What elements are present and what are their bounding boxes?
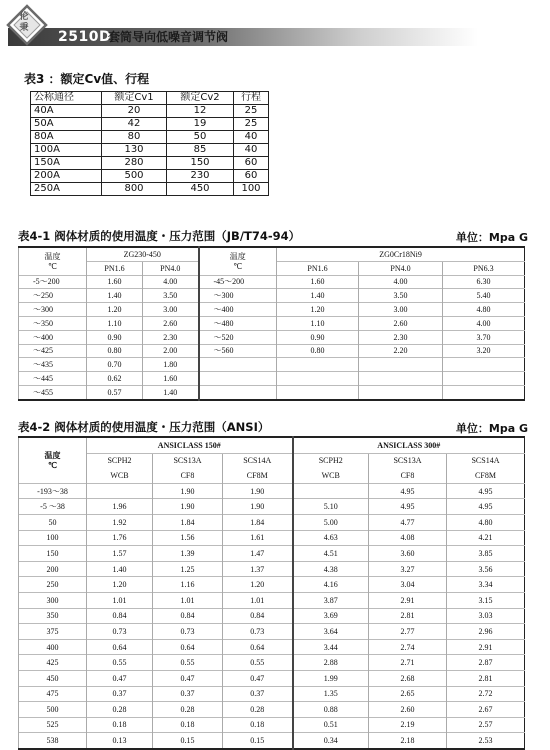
- table3-cell: 20: [102, 105, 167, 118]
- table3-cell: 40A: [31, 105, 102, 118]
- table42-cell: 2.91: [447, 639, 525, 655]
- table42-class2-header: ANSICLASS 300#: [293, 437, 525, 453]
- table-row: [19, 702, 525, 718]
- table42-cell: 0.84: [87, 608, 153, 624]
- table42-material: SCPH2: [293, 453, 369, 468]
- table42-cell: 0.73: [87, 624, 153, 640]
- table41-cell: [359, 385, 443, 399]
- table41-cell: 1.40: [277, 289, 359, 303]
- table41-cell: 0.80: [277, 344, 359, 358]
- table42-class-row: [19, 437, 525, 453]
- table3-cell: 280: [102, 157, 167, 170]
- table42-cell: 0.88: [293, 702, 369, 718]
- table42-cell: 100: [19, 530, 87, 546]
- table41: [18, 246, 525, 401]
- table42-standard: CF8: [153, 468, 223, 483]
- table42-cell: 538: [19, 733, 87, 749]
- table42-cell: 300: [19, 592, 87, 608]
- table42-cell: 4.95: [447, 483, 525, 499]
- table42-cell: 1.57: [87, 546, 153, 562]
- table3-cell: 500: [102, 170, 167, 183]
- table41-cell: 3.70: [443, 330, 525, 344]
- table41-cell: [199, 358, 277, 372]
- table42-cell: 3.27: [369, 561, 447, 577]
- table42-cell: 0.37: [223, 686, 293, 702]
- table41-cell: -5～200: [19, 275, 87, 289]
- table42-cell: 1.90: [153, 499, 223, 515]
- table41-cell: -45～200: [199, 275, 277, 289]
- table42-cell: 0.15: [153, 733, 223, 749]
- table42-cell: -193～38: [19, 483, 87, 499]
- table41-cell: 3.50: [143, 289, 199, 303]
- table42-cell: 0.18: [153, 717, 223, 733]
- table42-cell: 2.67: [447, 702, 525, 718]
- table42-cell: 1.90: [153, 483, 223, 499]
- table42-cell: 475: [19, 686, 87, 702]
- table42-cell: 0.64: [153, 639, 223, 655]
- table41-cell: ～480: [199, 316, 277, 330]
- table42-material: SCPH2: [87, 453, 153, 468]
- table41-cell: ～300: [199, 289, 277, 303]
- table42-cell: 2.19: [369, 717, 447, 733]
- table41-cell: 1.40: [87, 289, 143, 303]
- table-row: [19, 316, 525, 330]
- table41-cell: ～425: [19, 344, 87, 358]
- table3-cell: 12: [167, 105, 234, 118]
- table42-cell: 0.13: [87, 733, 153, 749]
- table3-cell: 60: [234, 170, 269, 183]
- table42-standard: CF8M: [447, 468, 525, 483]
- table42-cell: 2.65: [369, 686, 447, 702]
- table3-cell: 800: [102, 183, 167, 196]
- table42-standard: CF8: [369, 468, 447, 483]
- table42-cell: 1.84: [153, 514, 223, 530]
- table41-cell: 1.80: [143, 358, 199, 372]
- table3-cell: 150: [167, 157, 234, 170]
- table41-cell: 2.30: [359, 330, 443, 344]
- table41-cell: [277, 372, 359, 386]
- table41-group1-header: ZG230-450: [87, 247, 199, 261]
- table42-standard: WCB: [87, 468, 153, 483]
- table41-title: 表4-1 阀体材质的使用温度・压力范围（JB/T74-94）: [18, 229, 301, 243]
- table42-cell: 5.10: [293, 499, 369, 515]
- product-model: 2510D: [58, 29, 112, 45]
- table42-cell: 2.53: [447, 733, 525, 749]
- table41-cell: ～400: [19, 330, 87, 344]
- table42-cell: 3.85: [447, 546, 525, 562]
- table-row: [31, 170, 269, 183]
- table42-unit: 单位：Mpa G: [455, 422, 528, 435]
- table42-standard: WCB: [293, 468, 369, 483]
- table41-unit: 单位：Mpa G: [455, 231, 528, 244]
- table42-cell: 3.34: [447, 577, 525, 593]
- table41-cell: 3.20: [443, 344, 525, 358]
- table3-cell: 25: [234, 118, 269, 131]
- table41-cell: 2.60: [359, 316, 443, 330]
- table42-cell: 1.40: [87, 561, 153, 577]
- table-row: [19, 514, 525, 530]
- table42-cell: 1.92: [87, 514, 153, 530]
- table3-title: 表3 ：额定Cv值、行程: [24, 72, 150, 86]
- table42-cell: 0.28: [153, 702, 223, 718]
- table-row: [19, 686, 525, 702]
- table42-cell: 1.35: [293, 686, 369, 702]
- table3-cell: 25: [234, 105, 269, 118]
- table3: [30, 91, 269, 196]
- table41-cell: [199, 385, 277, 399]
- table42-cell: 1.01: [153, 592, 223, 608]
- table42-cell: 1.99: [293, 670, 369, 686]
- table41-cell: ～560: [199, 344, 277, 358]
- table-row: [19, 717, 525, 733]
- table42-cell: 1.16: [153, 577, 223, 593]
- table41-cell: ～250: [19, 289, 87, 303]
- table41-cell: 4.00: [143, 275, 199, 289]
- table42-cell: 150: [19, 546, 87, 562]
- table-row: [19, 577, 525, 593]
- table42-temp-header: 温度 ℃: [19, 437, 87, 483]
- table-row: [19, 499, 525, 515]
- table41-cell: 4.00: [443, 316, 525, 330]
- table41-cell: [443, 358, 525, 372]
- table42-cell: 1.56: [153, 530, 223, 546]
- table3-cell: 19: [167, 118, 234, 131]
- table42-standard-row: [19, 468, 525, 483]
- table42-cell: -5 ～38: [19, 499, 87, 515]
- table41-cell: 0.90: [277, 330, 359, 344]
- table41-cell: 0.80: [87, 344, 143, 358]
- table-row: [19, 385, 525, 399]
- table-row: [19, 358, 525, 372]
- table42-cell: [87, 483, 153, 499]
- table41-cell: [359, 372, 443, 386]
- table42-cell: 3.64: [293, 624, 369, 640]
- table42-cell: 1.61: [223, 530, 293, 546]
- table41-cell: 2.20: [359, 344, 443, 358]
- table42-cell: 0.18: [223, 717, 293, 733]
- table41-cell: 0.70: [87, 358, 143, 372]
- table41-group2-header: ZG0Cr18Ni9: [277, 247, 525, 261]
- table42-cell: 1.37: [223, 561, 293, 577]
- table3-cell: 85: [167, 144, 234, 157]
- table42-cell: 0.47: [223, 670, 293, 686]
- table42-cell: 375: [19, 624, 87, 640]
- table42-cell: 3.60: [369, 546, 447, 562]
- table41-cell: [359, 358, 443, 372]
- table-row: [31, 118, 269, 131]
- table3-cell: 100: [234, 183, 269, 196]
- table42-title: 表4-2 阀体材质的使用温度・压力范围（ANSI）: [18, 420, 270, 434]
- table41-cell: ～300: [19, 303, 87, 317]
- table42-cell: 4.95: [369, 483, 447, 499]
- table-row: [19, 546, 525, 562]
- table42-cell: 5.00: [293, 514, 369, 530]
- table42-cell: 2.74: [369, 639, 447, 655]
- table41-cell: ～445: [19, 372, 87, 386]
- table41-cell: ～520: [199, 330, 277, 344]
- table-row: [19, 344, 525, 358]
- table-row: [19, 372, 525, 386]
- table42-cell: 0.73: [153, 624, 223, 640]
- table42-cell: 4.16: [293, 577, 369, 593]
- table41-cell: 1.20: [87, 303, 143, 317]
- table3-cell: 50A: [31, 118, 102, 131]
- table42-cell: 4.63: [293, 530, 369, 546]
- table3-header-cell: 额定Cv2: [167, 92, 234, 105]
- table42-class1-header: ANSICLASS 150#: [87, 437, 293, 453]
- table-row: [31, 105, 269, 118]
- table42-material: SCS14A: [447, 453, 525, 468]
- table42-cell: 4.38: [293, 561, 369, 577]
- table41-cell: 2.00: [143, 344, 199, 358]
- table41-cell: 3.50: [359, 289, 443, 303]
- table41-cell: 1.10: [277, 316, 359, 330]
- table42-cell: 3.15: [447, 592, 525, 608]
- table42-cell: 4.08: [369, 530, 447, 546]
- table-row: [19, 639, 525, 655]
- table42-cell: 0.18: [87, 717, 153, 733]
- table3-cell: 60: [234, 157, 269, 170]
- table42-standard: CF8M: [223, 468, 293, 483]
- table42-material: SCS13A: [369, 453, 447, 468]
- table3-header-row: [31, 92, 269, 105]
- table42-cell: 1.76: [87, 530, 153, 546]
- table41-col-header: PN4.0: [359, 261, 443, 275]
- table-row: [19, 303, 525, 317]
- table41-cell: 1.40: [143, 385, 199, 399]
- table3-cell: 150A: [31, 157, 102, 170]
- table42-cell: 1.39: [153, 546, 223, 562]
- table41-cell: [443, 372, 525, 386]
- table41-cell: [443, 385, 525, 399]
- table42-cell: 0.37: [153, 686, 223, 702]
- table42-cell: 0.51: [293, 717, 369, 733]
- table41-cell: 1.60: [87, 275, 143, 289]
- table-row: [19, 655, 525, 671]
- table-row: [19, 624, 525, 640]
- table41-cell: ～455: [19, 385, 87, 399]
- table42-cell: 2.18: [369, 733, 447, 749]
- table42-cell: 4.21: [447, 530, 525, 546]
- table42-cell: 2.87: [447, 655, 525, 671]
- table41-temp-header: 温度 ℃: [19, 247, 87, 275]
- table3-cell: 80A: [31, 131, 102, 144]
- table42-material: SCS14A: [223, 453, 293, 468]
- table-row: [19, 561, 525, 577]
- table42-cell: 2.77: [369, 624, 447, 640]
- table42-cell: 1.96: [87, 499, 153, 515]
- table41-cell: 2.60: [143, 316, 199, 330]
- table3-cell: 100A: [31, 144, 102, 157]
- table-row: [19, 330, 525, 344]
- table42-material-row: [19, 453, 525, 468]
- table42-cell: 0.47: [87, 670, 153, 686]
- table3-cell: 250A: [31, 183, 102, 196]
- table-row: [31, 131, 269, 144]
- table42-cell: 4.51: [293, 546, 369, 562]
- table42-cell: 450: [19, 670, 87, 686]
- table42-cell: 2.60: [369, 702, 447, 718]
- table41-cell: 2.30: [143, 330, 199, 344]
- table-row: [31, 157, 269, 170]
- table42-cell: 4.77: [369, 514, 447, 530]
- page-title: 套筒导向低噪音调节阀: [108, 30, 229, 44]
- table42-cell: 4.95: [369, 499, 447, 515]
- table-row: [19, 275, 525, 289]
- table3-cell: 42: [102, 118, 167, 131]
- table42-cell: 0.73: [223, 624, 293, 640]
- table3-cell: 450: [167, 183, 234, 196]
- table41-cell: [277, 385, 359, 399]
- table41-cell: 4.00: [359, 275, 443, 289]
- table42-cell: 1.90: [223, 499, 293, 515]
- table41-cell: 6.30: [443, 275, 525, 289]
- table42-cell: 3.03: [447, 608, 525, 624]
- table42-cell: 3.87: [293, 592, 369, 608]
- table42-cell: 2.91: [369, 592, 447, 608]
- table41-col-header: PN4.0: [143, 261, 199, 275]
- table42-cell: 0.28: [223, 702, 293, 718]
- table42-cell: 3.04: [369, 577, 447, 593]
- table3-header-cell: 公称通径: [31, 92, 102, 105]
- table42-cell: 2.88: [293, 655, 369, 671]
- table42-cell: [293, 483, 369, 499]
- table42-cell: 200: [19, 561, 87, 577]
- table3-header-cell: 行程: [234, 92, 269, 105]
- table42-cell: 0.47: [153, 670, 223, 686]
- table42-cell: 400: [19, 639, 87, 655]
- table42-cell: 1.84: [223, 514, 293, 530]
- table41-cell: 5.40: [443, 289, 525, 303]
- table41-cell: 3.00: [359, 303, 443, 317]
- table42-cell: 2.57: [447, 717, 525, 733]
- table42-cell: 0.15: [223, 733, 293, 749]
- table41-col-header: PN1.6: [87, 261, 143, 275]
- table41-cell: 1.60: [277, 275, 359, 289]
- table42-cell: 0.55: [87, 655, 153, 671]
- table42-cell: 0.34: [293, 733, 369, 749]
- table42-cell: 1.01: [87, 592, 153, 608]
- table41-cell: 1.10: [87, 316, 143, 330]
- table42-cell: 2.96: [447, 624, 525, 640]
- table41-temp-header-2: 温度 ℃: [199, 247, 277, 275]
- table42-cell: 3.69: [293, 608, 369, 624]
- table42-cell: 0.64: [223, 639, 293, 655]
- table41-cell: ～350: [19, 316, 87, 330]
- table42-cell: 350: [19, 608, 87, 624]
- table42-cell: 1.47: [223, 546, 293, 562]
- table42-cell: 425: [19, 655, 87, 671]
- table41-cell: [199, 372, 277, 386]
- table42-cell: 2.68: [369, 670, 447, 686]
- table41-cell: ～400: [199, 303, 277, 317]
- table3-cell: 40: [234, 144, 269, 157]
- table41-cell: 3.00: [143, 303, 199, 317]
- table42-cell: 0.37: [87, 686, 153, 702]
- table-row: [19, 608, 525, 624]
- table3-cell: 80: [102, 131, 167, 144]
- logo-text: 伦秉: [19, 12, 29, 33]
- table42-cell: 250: [19, 577, 87, 593]
- table42-cell: 0.84: [223, 608, 293, 624]
- table-row: [19, 733, 525, 749]
- table41-cell: 0.62: [87, 372, 143, 386]
- table42-cell: 2.81: [369, 608, 447, 624]
- table42-material: SCS13A: [153, 453, 223, 468]
- table41-col-header: PN1.6: [277, 261, 359, 275]
- table42-cell: 0.28: [87, 702, 153, 718]
- table42-cell: 1.01: [223, 592, 293, 608]
- table41-header-row: [19, 247, 525, 261]
- table42-cell: 50: [19, 514, 87, 530]
- table42-cell: 0.55: [153, 655, 223, 671]
- table42-cell: 1.25: [153, 561, 223, 577]
- table3-cell: 50: [167, 131, 234, 144]
- table41-col-header: PN6.3: [443, 261, 525, 275]
- table3-cell: 130: [102, 144, 167, 157]
- table-row: [19, 289, 525, 303]
- table42-cell: 4.95: [447, 499, 525, 515]
- table42-cell: 500: [19, 702, 87, 718]
- table42-cell: 0.64: [87, 639, 153, 655]
- table42: [18, 436, 525, 750]
- table41-cell: [277, 358, 359, 372]
- table-row: [31, 183, 269, 196]
- table42-cell: 2.72: [447, 686, 525, 702]
- table42-cell: 525: [19, 717, 87, 733]
- table41-cell: ～435: [19, 358, 87, 372]
- table-row: [31, 144, 269, 157]
- table-row: [19, 592, 525, 608]
- table42-cell: 1.90: [223, 483, 293, 499]
- table42-cell: 1.20: [87, 577, 153, 593]
- table-row: [19, 530, 525, 546]
- table3-cell: 200A: [31, 170, 102, 183]
- table41-cell: 4.80: [443, 303, 525, 317]
- table42-cell: 2.81: [447, 670, 525, 686]
- table41-cell: 0.90: [87, 330, 143, 344]
- table42-cell: 0.84: [153, 608, 223, 624]
- table41-cell: 1.20: [277, 303, 359, 317]
- table42-cell: 3.56: [447, 561, 525, 577]
- table42-cell: 4.80: [447, 514, 525, 530]
- table42-cell: 2.71: [369, 655, 447, 671]
- table42-cell: 3.44: [293, 639, 369, 655]
- table-row: [19, 670, 525, 686]
- table42-cell: 1.20: [223, 577, 293, 593]
- table3-cell: 40: [234, 131, 269, 144]
- table3-header-cell: 额定Cv1: [102, 92, 167, 105]
- table41-cell: 0.57: [87, 385, 143, 399]
- table42-cell: 0.55: [223, 655, 293, 671]
- table3-cell: 230: [167, 170, 234, 183]
- table-row: [19, 483, 525, 499]
- table41-cell: 1.60: [143, 372, 199, 386]
